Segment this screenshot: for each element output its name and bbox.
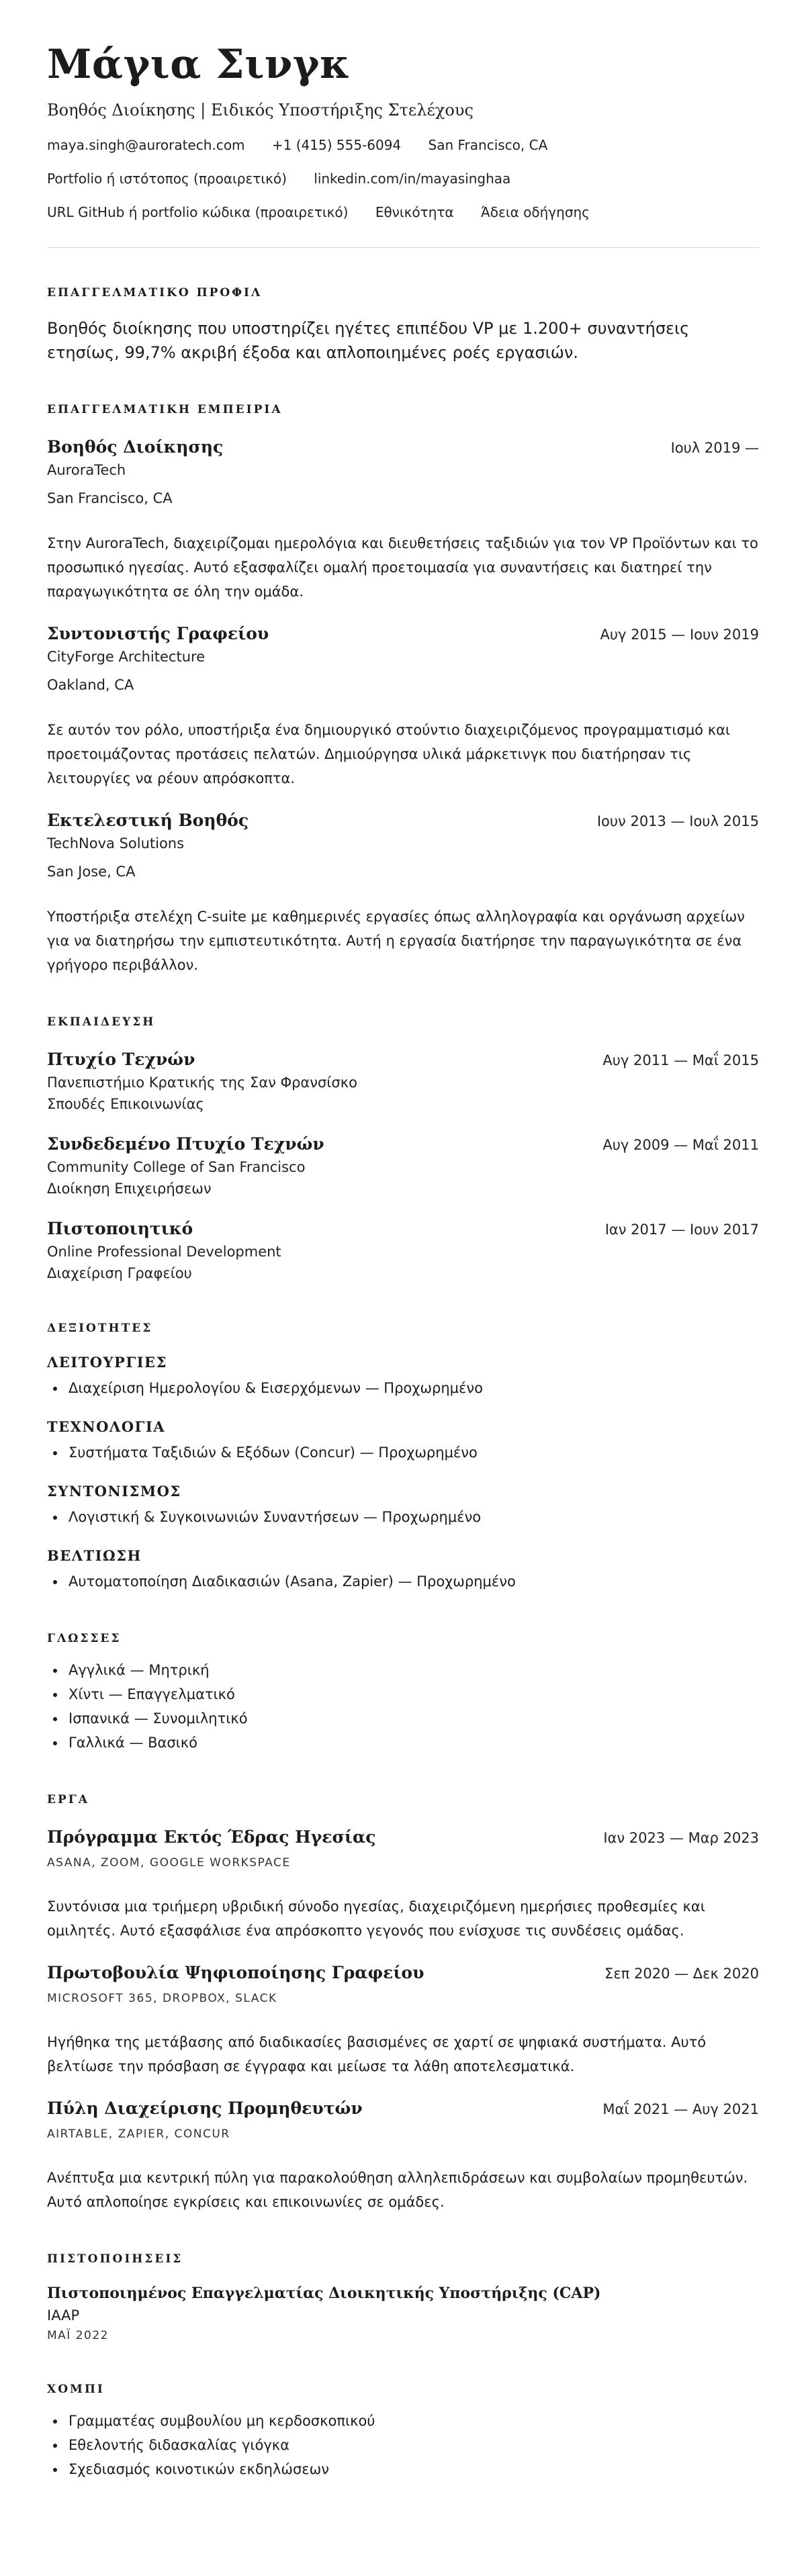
skill-category: ΛΕΙΤΟΥΡΓΙΕΣ bbox=[47, 1354, 167, 1371]
section-title-profile: ΕΠΑΓΓΕΛΜΑΤΙΚΟ ΠΡΟΦΙΛ bbox=[47, 286, 263, 300]
hobby-item: • Εθελοντής διδασκαλίας γιόγκα bbox=[66, 2433, 759, 2457]
school-name: Πανεπιστήμιο Κρατικής της Σαν Φρανσίσκο bbox=[47, 1074, 357, 1091]
education-entry bbox=[47, 1133, 759, 1199]
project-dates: Σεπ 2020 — Δεκ 2020 bbox=[604, 1966, 759, 1982]
project-description: Συντόνισα μια τριήμερη υβριδική σύνοδο ηγεσίας, διαχειριζόμενη ημερήσιες προθεσμίες και ομιλητές. Αυτό εξασφάλισε ένα απρόσκοπτο γεγονός που ενίσχυσε τις συνδέσεις ομάδας. bbox=[47, 1898, 705, 1939]
contact-row bbox=[47, 203, 759, 222]
section-title-hobbies: ΧΟΜΠΙ bbox=[47, 2383, 105, 2396]
degree-title: Πτυχίο Τεχνών bbox=[47, 1050, 195, 1069]
contact-portfolio[interactable]: Portfolio ή ιστότοπος (προαιρετικό) bbox=[47, 171, 287, 187]
project-tech: MICROSOFT 365, DROPBOX, SLACK bbox=[47, 1992, 277, 2005]
certification-issuer: IAAP bbox=[47, 2307, 80, 2324]
job-description: Στην AuroraTech, διαχειρίζομαι ημερολόγια και διευθετήσεις ταξιδιών για τον VP Προϊόντων και το προσωπικό ηγεσίας. Αυτό εξασφαλίζει ομαλή προετοιμασία για συναντήσεις και διατηρεί την παραγωγικότητα σε όλη την ομάδα. bbox=[47, 535, 758, 600]
job-title: Εκτελεστική Βοηθός bbox=[47, 811, 249, 830]
experience-entry bbox=[47, 623, 759, 790]
school-name: Online Professional Development bbox=[47, 1244, 281, 1260]
contact-driving-license: Άδεια οδήγησης bbox=[480, 204, 590, 220]
contact-row bbox=[47, 136, 759, 154]
language-item: • Χίντι — Επαγγελματικό bbox=[66, 1682, 759, 1706]
study-field: Διοίκηση Επιχειρήσεων bbox=[47, 1181, 212, 1197]
job-description: Υποστήριξα στελέχη C-suite με καθημερινές εργασίες όπως αλληλογραφία και οργάνωση αρχείων για να διατηρήσω την εμπιστευτικότητα. Αυτή η εργασία διατήρησε την παραγωγικότητα σε ένα γρήγορο περιβάλλον. bbox=[47, 909, 745, 973]
header-divider bbox=[47, 247, 759, 248]
job-location: Oakland, CA bbox=[47, 677, 134, 693]
section-title-languages: ΓΛΩΣΣΕΣ bbox=[47, 1632, 122, 1645]
project-dates: Ιαν 2023 — Μαρ 2023 bbox=[603, 1830, 759, 1846]
candidate-name: Μάγια Σινγκ bbox=[47, 41, 351, 88]
section-title-education: ΕΚΠΑΙΔΕΥΣΗ bbox=[47, 1015, 156, 1029]
job-title: Συντονιστής Γραφείου bbox=[47, 624, 269, 643]
job-location: San Francisco, CA bbox=[47, 490, 173, 506]
contact-github[interactable]: URL GitHub ή portfolio κώδικα (προαιρετικό) bbox=[47, 204, 349, 220]
job-company: AuroraTech bbox=[47, 462, 126, 478]
contact-row bbox=[47, 169, 759, 188]
project-name: Πρόγραμμα Εκτός Έδρας Ηγεσίας bbox=[47, 1827, 376, 1847]
job-company: TechNova Solutions bbox=[47, 835, 185, 852]
certification-name: Πιστοποιημένος Επαγγελματίας Διοικητικής Υποστήριξης (CAP) bbox=[47, 2285, 601, 2302]
contact-linkedin[interactable]: linkedin.com/in/mayasinghaa bbox=[314, 171, 511, 187]
project-name: Πρωτοβουλία Ψηφιοποίησης Γραφείου bbox=[47, 1963, 424, 1982]
job-dates: Αυγ 2015 — Ιουν 2019 bbox=[600, 627, 759, 643]
language-item: • Ισπανικά — Συνομιλητικό bbox=[66, 1706, 759, 1731]
degree-dates: Αυγ 2009 — Μαΐ 2011 bbox=[602, 1137, 759, 1153]
section-title-projects: ΕΡΓΑ bbox=[47, 1793, 89, 1806]
study-field: Διαχείριση Γραφείου bbox=[47, 1265, 192, 1281]
degree-title: Πιστοποιητικό bbox=[47, 1219, 193, 1238]
contact-phone[interactable]: +1 (415) 555-6094 bbox=[271, 137, 402, 153]
project-description: Ανέπτυξα μια κεντρική πύλη για παρακολούθηση αλληλεπιδράσεων και συμβολαίων προμηθευτών. Αυτό απλοποίησε εγκρίσεις και επικοινωνίες σε ομάδες. bbox=[47, 2170, 748, 2210]
skill-category: ΒΕΛΤΙΩΣΗ bbox=[47, 1547, 142, 1564]
language-item: • Αγγλικά — Μητρική bbox=[66, 1658, 759, 1682]
study-field: Σπουδές Επικοινωνίας bbox=[47, 1096, 204, 1112]
hobby-item: • Γραμματέας συμβουλίου μη κερδοσκοπικού bbox=[66, 2409, 759, 2433]
project-entry bbox=[47, 1962, 759, 2078]
section-title-skills: ΔΕΞΙΟΤΗΤΕΣ bbox=[47, 1322, 153, 1335]
job-dates: Ιουν 2013 — Ιουλ 2015 bbox=[596, 813, 759, 829]
language-list bbox=[47, 1658, 759, 1755]
project-description: Ηγήθηκα της μετάβασης από διαδικασίες βασισμένες σε χαρτί σε ψηφιακά συστήματα. Αυτό βελτίωσε την πρόσβαση σε έγγραφα και μείωσε τα λάθη αποτελεσματικά. bbox=[47, 2034, 707, 2074]
project-tech: AIRTABLE, ZAPIER, CONCUR bbox=[47, 2127, 230, 2141]
skill-category: ΣΥΝΤΟΝΙΣΜΟΣ bbox=[47, 1483, 181, 1500]
education-entry bbox=[47, 1217, 759, 1283]
candidate-subtitle: Βοηθός Διοίκησης | Ειδικός Υποστήριξης Στελέχους bbox=[47, 101, 474, 120]
experience-entry bbox=[47, 436, 759, 604]
job-dates: Ιουλ 2019 — bbox=[670, 440, 759, 456]
contact-location: San Francisco, CA bbox=[428, 137, 548, 153]
section-title-experience: ΕΠΑΓΓΕΛΜΑΤΙΚΗ ΕΜΠΕΙΡΙΑ bbox=[47, 403, 283, 416]
degree-dates: Αυγ 2011 — Μαΐ 2015 bbox=[602, 1052, 759, 1068]
skill-category: ΤΕΧΝΟΛΟΓΙΑ bbox=[47, 1418, 166, 1435]
skill-item: • Λογιστική & Συγκοινωνιών Συναντήσεων — Προχωρημένο bbox=[66, 1505, 759, 1529]
degree-title: Συνδεδεμένο Πτυχίο Τεχνών bbox=[47, 1134, 324, 1154]
job-description: Σε αυτόν τον ρόλο, υποστήριξα ένα δημιουργικό στούντιο διαχειριζόμενος προγραμματισμό και προετοιμάζοντας προτάσεις πελατών. Δημιούργησα υλικά μάρκετινγκ που διατήρησαν τις λειτουργίες να ρέουν απρόσκοπτα. bbox=[47, 722, 731, 786]
job-title: Βοηθός Διοίκησης bbox=[47, 437, 224, 457]
skill-list bbox=[47, 1440, 759, 1465]
skill-list bbox=[47, 1569, 759, 1594]
certification-date: ΜΑΪ 2022 bbox=[47, 2329, 109, 2342]
project-entry bbox=[47, 1826, 759, 1943]
degree-dates: Ιαν 2017 — Ιουν 2017 bbox=[604, 1222, 759, 1238]
language-item: • Γαλλικά — Βασικό bbox=[66, 1731, 759, 1755]
skill-list bbox=[47, 1376, 759, 1400]
skill-item: • Αυτοματοποίηση Διαδικασιών (Asana, Zapier) — Προχωρημένο bbox=[66, 1569, 759, 1594]
project-name: Πύλη Διαχείρισης Προμηθευτών bbox=[47, 2099, 363, 2118]
contact-email[interactable]: maya.singh@auroratech.com bbox=[47, 137, 245, 153]
profile-summary: Βοηθός διοίκησης που υποστηρίζει ηγέτες επιπέδου VP με 1.200+ συναντήσεις ετησίως, 99,7% ακριβή έξοδα και απλοποιημένες ροές εργασιών. bbox=[47, 319, 690, 362]
experience-entry bbox=[47, 809, 759, 977]
skill-list bbox=[47, 1505, 759, 1529]
education-entry bbox=[47, 1048, 759, 1114]
school-name: Community College of San Francisco bbox=[47, 1159, 306, 1175]
project-tech: ASANA, ZOOM, GOOGLE WORKSPACE bbox=[47, 1856, 291, 1870]
section-title-certifications: ΠΙΣΤΟΠΟΙΗΣΕΙΣ bbox=[47, 2252, 183, 2266]
project-dates: Μαΐ 2021 — Αυγ 2021 bbox=[602, 2101, 759, 2117]
contact-nationality: Εθνικότητα bbox=[375, 204, 454, 220]
skill-item: • Συστήματα Ταξιδιών & Εξόδων (Concur) — Προχωρημένο bbox=[66, 1440, 759, 1465]
project-entry bbox=[47, 2097, 759, 2214]
job-company: CityForge Architecture bbox=[47, 649, 206, 665]
job-location: San Jose, CA bbox=[47, 864, 136, 880]
skill-item: • Διαχείριση Ημερολογίου & Εισερχόμενων — Προχωρημένο bbox=[66, 1376, 759, 1400]
hobby-list bbox=[47, 2409, 759, 2481]
hobby-item: • Σχεδιασμός κοινοτικών εκδηλώσεων bbox=[66, 2457, 759, 2481]
